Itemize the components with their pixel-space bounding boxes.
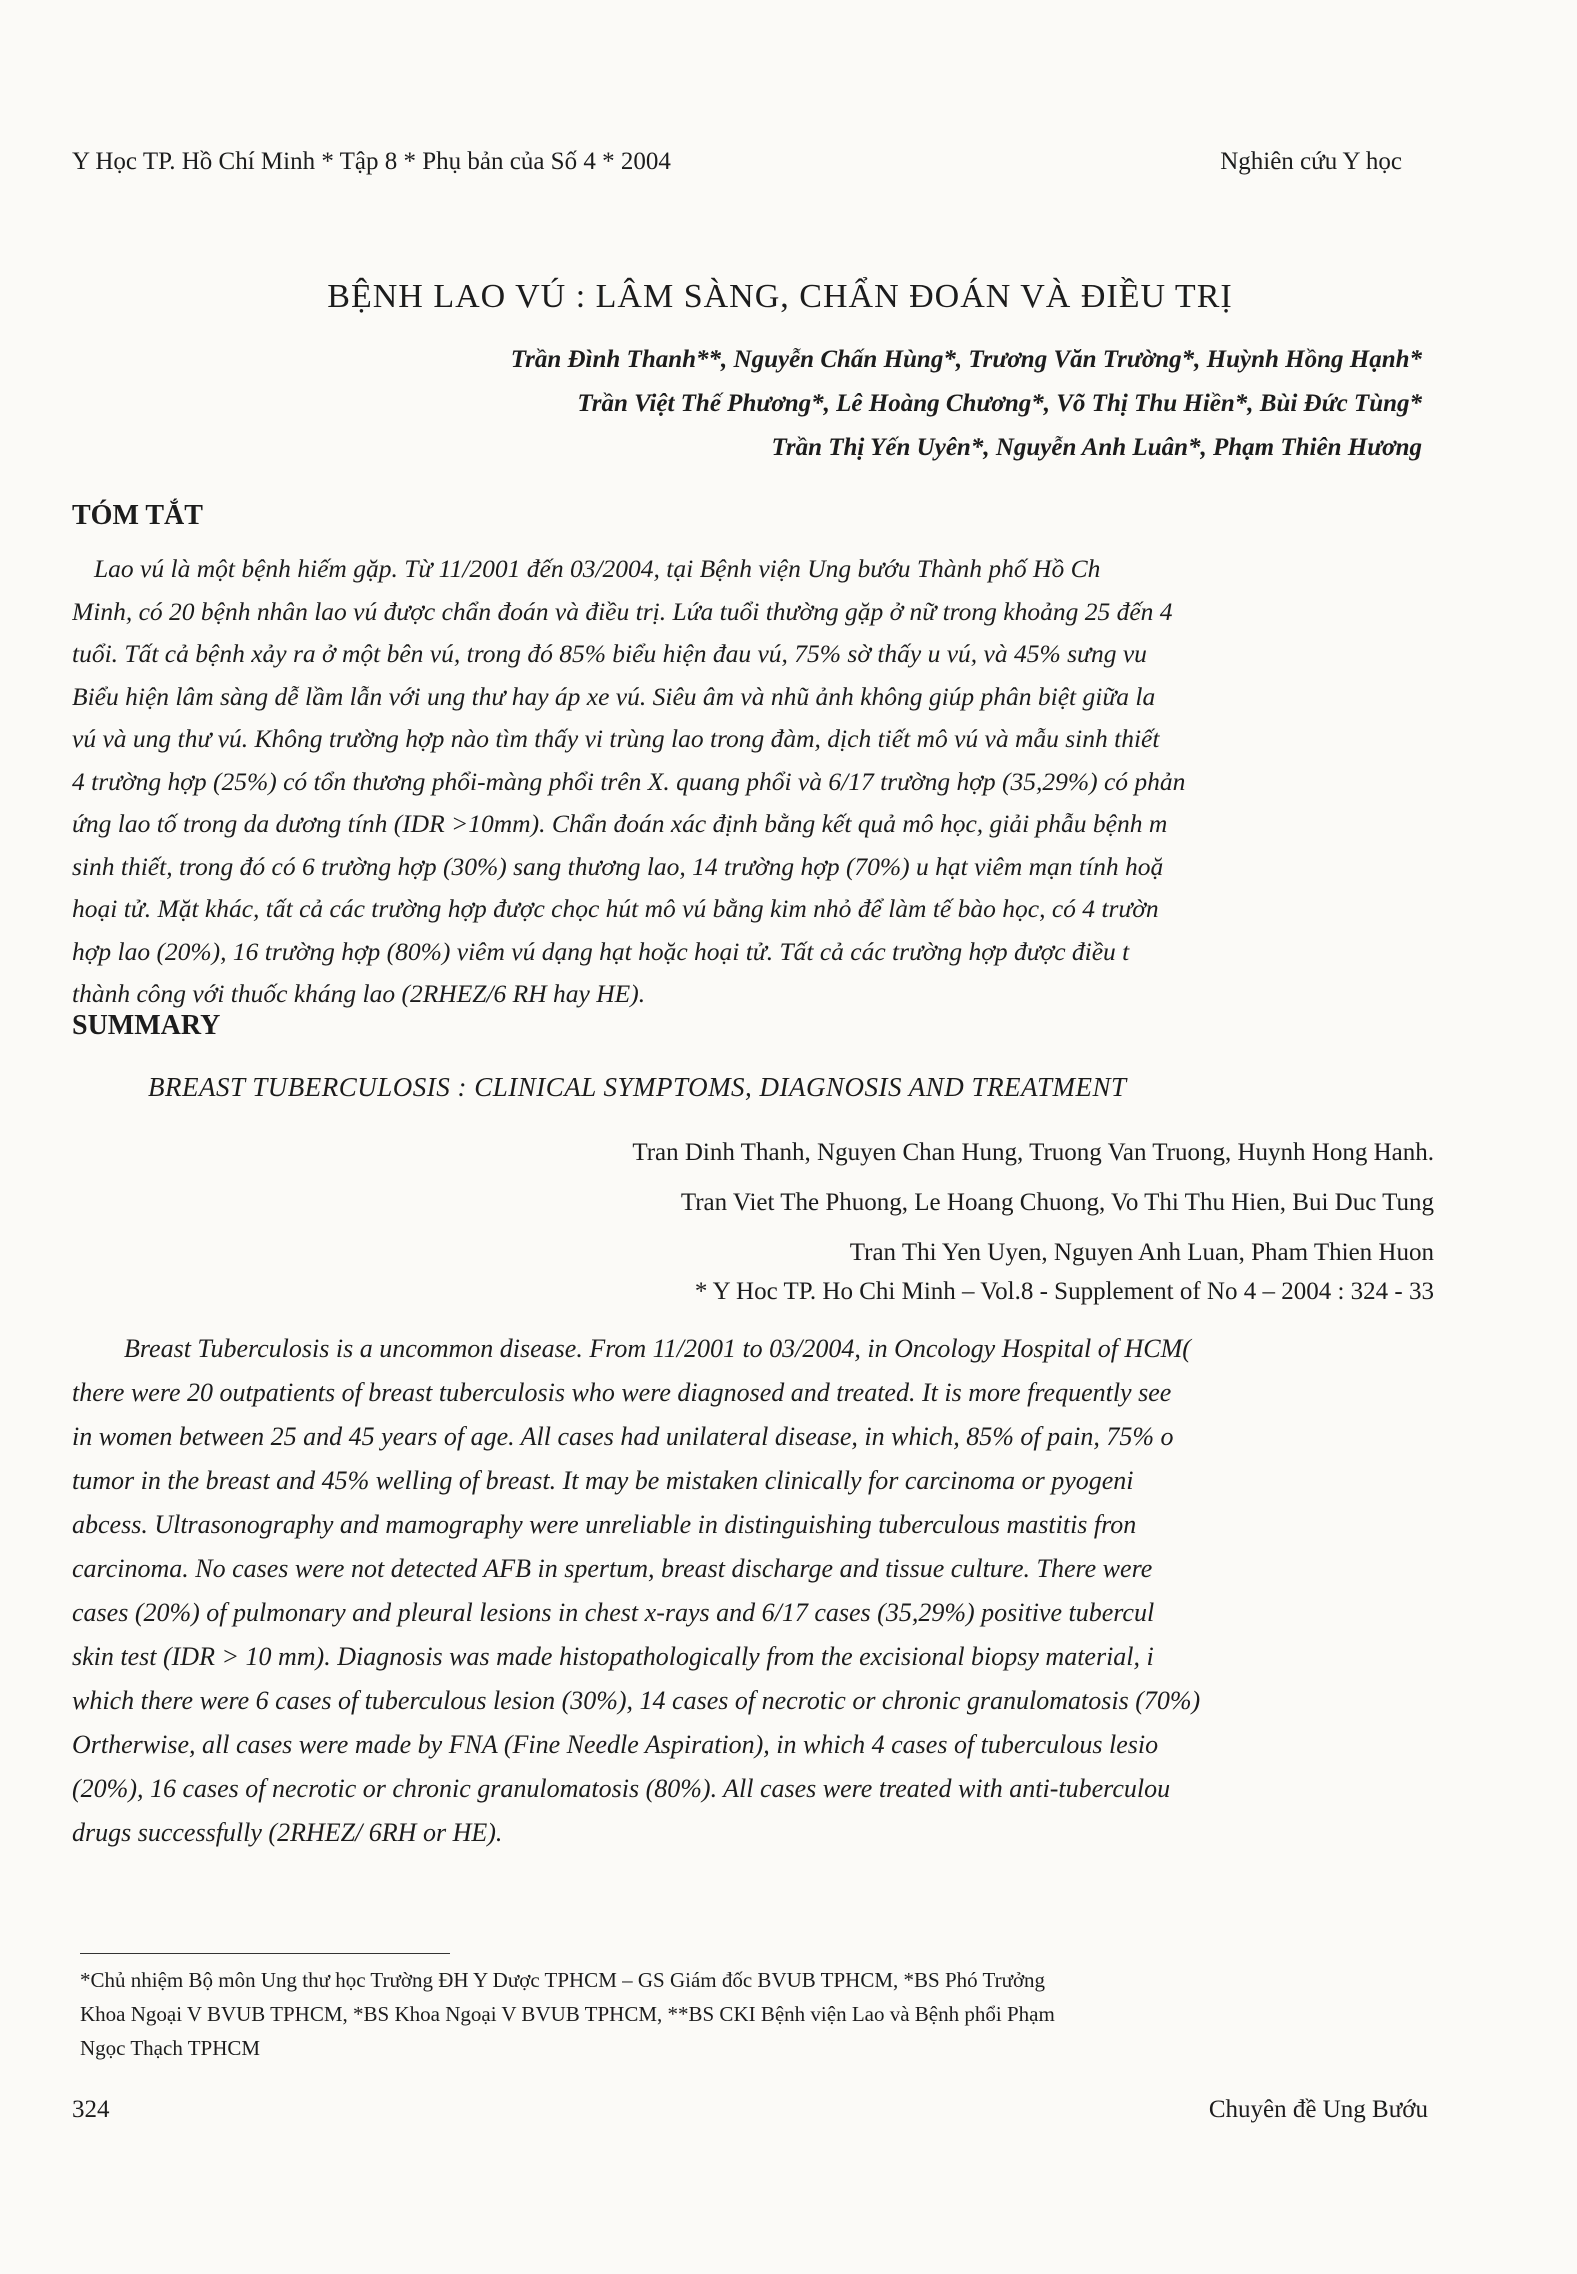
authors-vietnamese bbox=[122, 338, 1422, 470]
summary-heading: SUMMARY bbox=[72, 1010, 221, 1041]
abstract-vietnamese bbox=[72, 548, 1410, 1016]
abstract-line: 4 trường hợp (25%) có tổn thương phổi-màng phổi trên X. quang phổi và 6/17 trường hợp (35,29%) có phản bbox=[72, 766, 1186, 796]
abstract-line: thành công với thuốc kháng lao (2RHEZ/6 RH hay HE). bbox=[72, 979, 646, 1008]
authors-english bbox=[134, 1128, 1434, 1278]
abstract-line: Lao vú là một bệnh hiếm gặp. Từ 11/2001 đến 03/2004, tại Bệnh viện Ung bướu Thành phố Hồ Ch bbox=[94, 554, 1101, 583]
abstract-line: cases (20%) of pulmonary and pleural lesions in chest x-rays and 6/17 cases (35,29%) positive tubercul bbox=[72, 1598, 1155, 1627]
abstract-line: tuổi. Tất cả bệnh xảy ra ở một bên vú, trong đó 85% biểu hiện đau vú, 75% sờ thấy u vú, và 45% sưng vu bbox=[72, 639, 1147, 668]
author-line: Trần Đình Thanh**, Nguyễn Chấn Hùng*, Trương Văn Trường*, Huỳnh Hồng Hạnh* bbox=[510, 346, 1422, 373]
footnote bbox=[80, 1963, 1410, 2065]
abstract-line: abcess. Ultrasonography and mamography were unreliable in distinguishing tuberculous mastitis fron bbox=[72, 1510, 1137, 1539]
abstract-line: sinh thiết, trong đó có 6 trường hợp (30%) sang thương lao, 14 trường hợp (70%) u hạt viêm mạn tính hoặ bbox=[72, 851, 1164, 881]
abstract-line: which there were 6 cases of tuberculous lesion (30%), 14 cases of necrotic or chronic granulomatosis (70%) bbox=[72, 1686, 1201, 1715]
abstract-line: in women between 25 and 45 years of age. All cases had unilateral disease, in which, 85% of pain, 75% o bbox=[72, 1422, 1174, 1451]
abstract-line: Breast Tuberculosis is a uncommon disease. From 11/2001 to 03/2004, in Oncology Hospital of HCM( bbox=[124, 1334, 1191, 1363]
abstract-line: tumor in the breast and 45% welling of breast. It may be mistaken clinically for carcinoma or pyogeni bbox=[72, 1466, 1134, 1495]
abstract-line: there were 20 outpatients of breast tuberculosis who were diagnosed and treated. It is more frequently see bbox=[72, 1378, 1172, 1407]
footnote-line: Khoa Ngoại V BVUB TPHCM, *BS Khoa Ngoại V BVUB TPHCM, **BS CKI Bệnh viện Lao và Bệnh phổi Phạm bbox=[80, 2002, 1055, 2026]
author-line: Tran Dinh Thanh, Nguyen Chan Hung, Truong Van Truong, Huynh Hong Hanh. bbox=[632, 1139, 1434, 1166]
abstract-line: skin test (IDR > 10 mm). Diagnosis was made histopathologically from the excisional biopsy material, i bbox=[72, 1642, 1154, 1671]
abstract-line: Minh, có 20 bệnh nhân lao vú được chẩn đoán và điều trị. Lứa tuổi thường gặp ở nữ trong khoảng 25 đến 4 bbox=[72, 596, 1173, 626]
tomtat-heading: TÓM TẮT bbox=[72, 500, 203, 531]
abstract-line: carcinoma. No cases were not detected AFB in spertum, breast discharge and tissue culture. There were bbox=[72, 1554, 1153, 1583]
footnote-line: *Chủ nhiệm Bộ môn Ung thư học Trường ĐH Y Dược TPHCM – GS Giám đốc BVUB TPHCM, *BS Phó Trưởng bbox=[80, 1968, 1046, 1992]
abstract-line: vú và ung thư vú. Không trường hợp nào tìm thấy vi trùng lao trong đàm, dịch tiết mô vú và mẫu sinh thiết bbox=[72, 724, 1160, 753]
abstract-line: hoại tử. Mặt khác, tất cả các trường hợp được chọc hút mô vú bằng kim nhỏ để làm tế bào học, có 4 trườn bbox=[72, 894, 1159, 923]
journal-reference: Y Học TP. Hồ Chí Minh * Tập 8 * Phụ bản của Số 4 * 2004 bbox=[72, 148, 671, 175]
abstract-line: (20%), 16 cases of necrotic or chronic granulomatosis (80%). All cases were treated with anti-tuberculou bbox=[72, 1774, 1171, 1803]
citation-line: * Y Hoc TP. Ho Chi Minh – Vol.8 - Supplement of No 4 – 2004 : 324 - 33 bbox=[694, 1278, 1434, 1305]
author-line: Tran Thi Yen Uyen, Nguyen Anh Luan, Pham Thien Huon bbox=[849, 1239, 1434, 1266]
footnote-line: Ngọc Thạch TPHCM bbox=[80, 2036, 261, 2060]
footnote-divider bbox=[80, 1953, 450, 1954]
section-label: Nghiên cứu Y học bbox=[1220, 148, 1402, 175]
running-footer bbox=[72, 2096, 1428, 2124]
abstract-english bbox=[72, 1327, 1410, 1855]
page-number: 324 bbox=[72, 2096, 110, 2123]
abstract-line: Ortherwise, all cases were made by FNA (Fine Needle Aspiration), in which 4 cases of tuberculous lesio bbox=[72, 1730, 1159, 1759]
topic-label: Chuyên đề Ung Bướu bbox=[1208, 2096, 1428, 2123]
author-line: Trần Thị Yến Uyên*, Nguyễn Anh Luân*, Phạm Thiên Hương bbox=[771, 434, 1422, 461]
author-line: Tran Viet The Phuong, Le Hoang Chuong, Vo Thi Thu Hien, Bui Duc Tung bbox=[680, 1189, 1434, 1216]
author-line: Trần Việt Thế Phương*, Lê Hoàng Chương*, Võ Thị Thu Hiền*, Bùi Đức Tùng* bbox=[577, 390, 1422, 417]
abstract-line: drugs successfully (2RHEZ/ 6RH or HE). bbox=[72, 1818, 503, 1847]
english-title: BREAST TUBERCULOSIS : CLINICAL SYMPTOMS, DIAGNOSIS AND TREATMENT bbox=[148, 1072, 1127, 1102]
article-title: BỆNH LAO VÚ : LÂM SÀNG, CHẨN ĐOÁN VÀ ĐIỀU TRỊ bbox=[327, 278, 1233, 315]
abstract-line: hợp lao (20%), 16 trường hợp (80%) viêm vú dạng hạt hoặc hoại tử. Tất cả các trường hợp được điều t bbox=[72, 936, 1130, 966]
abstract-line: Biểu hiện lâm sàng dễ lầm lẫn với ung thư hay áp xe vú. Siêu âm và nhũ ảnh không giúp phân biệt giữa la bbox=[72, 681, 1156, 711]
running-header bbox=[72, 148, 1402, 176]
abstract-line: ứng lao tố trong da dương tính (IDR >10mm). Chẩn đoán xác định bằng kết quả mô học, giải phẫu bệnh m bbox=[72, 809, 1168, 838]
